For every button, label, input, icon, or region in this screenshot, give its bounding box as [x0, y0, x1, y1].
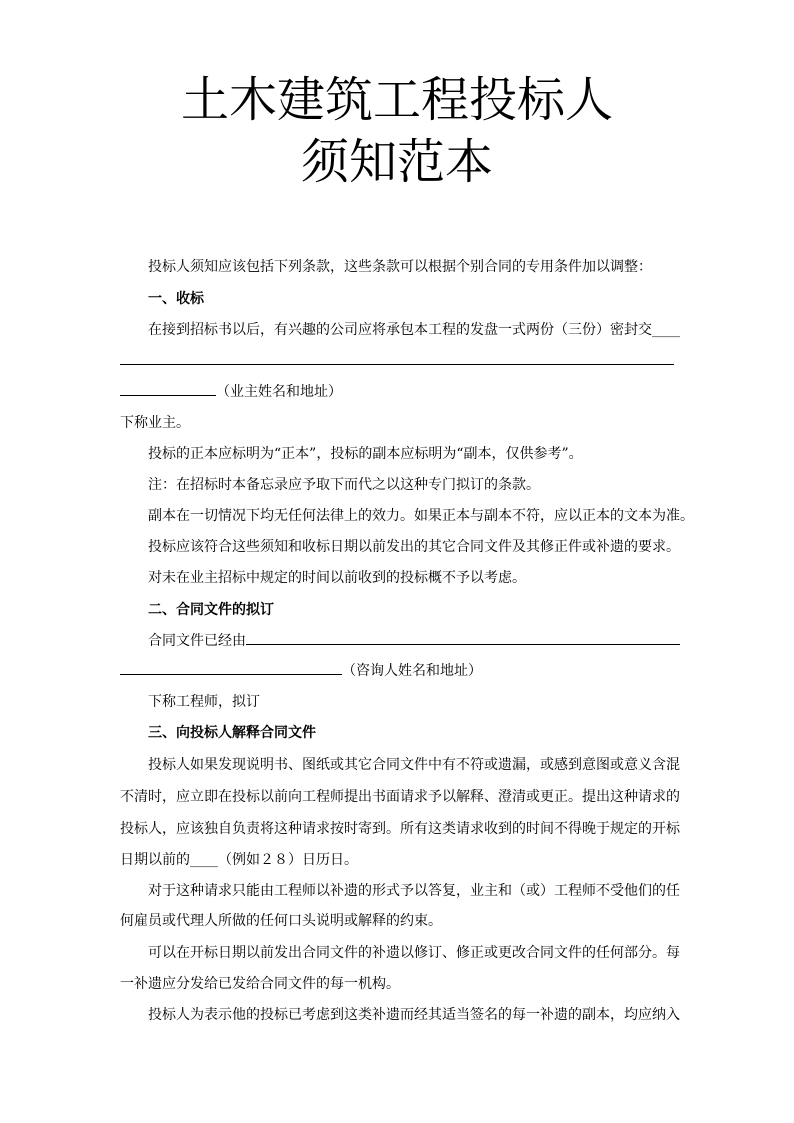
section-1-paragraph-1-cont: 下称业主。	[120, 415, 190, 431]
blank-underline	[120, 352, 674, 365]
section-1-paragraph-5: 投标应该符合这些须知和收标日期以前发出的其它合同文件及其修正件或补遗的要求。	[148, 539, 680, 555]
drafted-by-label: 合同文件已经由	[148, 633, 246, 649]
section-3-p2-line-2: 何雇员或代理人所做的任何口头说明或解释的约束。	[120, 913, 442, 929]
address-blank-line	[120, 352, 674, 370]
section-3-p1-line-1: 投标人如果发现说明书、图纸或其它合同文件中有不符或遗漏，或感到意图或意义含混	[148, 757, 680, 773]
section-1-paragraph-6: 对未在业主招标中规定的时间以前收到的投标概不予以考虑。	[148, 570, 526, 586]
owner-address-label: （业主姓名和地址）	[216, 384, 342, 400]
section-3-p2-line-1: 对于这种请求只能由工程师以补遗的形式予以答复，业主和（或）工程师不受他们的任	[148, 883, 680, 899]
document-title-line-2: 须知范本	[300, 134, 493, 190]
section-2-paragraph-2: 下称工程师，拟订	[148, 694, 260, 710]
section-2-paragraph-1	[148, 632, 680, 650]
intro-paragraph: 投标人须知应该包括下列条款，这些条款可以根据个别合同的专用条件加以调整：	[148, 259, 652, 275]
blank-underline	[120, 383, 216, 396]
section-1-note: 注：在招标时本备忘录应予取下而代之以这种专门拟订的条款。	[148, 477, 540, 493]
section-3-p1-line-2: 不清时，应立即在投标以前向工程师提出书面请求予以解释、澄清或更正。提出这种请求的	[120, 789, 680, 805]
section-1-paragraph-2: 投标的正本应标明为“正本”，投标的副本应标明为“副本，仅供参考”。	[148, 446, 583, 462]
owner-address-row	[120, 383, 342, 401]
section-2-heading: 二、合同文件的拟订	[148, 602, 274, 618]
section-1-paragraph-1: 在接到招标书以后，有兴趣的公司应将承包本工程的发盘一式两份（三份）密封交____	[148, 322, 680, 338]
section-3-p3-line-2: 一补遗应分发给已发给合同文件的每一机构。	[120, 976, 400, 992]
consultant-address-row	[120, 662, 482, 680]
section-3-heading: 三、向投标人解释合同文件	[148, 725, 316, 741]
section-3-p3-line-1: 可以在开标日期以前发出合同文件的补遗以修订、修正或更改合同文件的任何部分。每	[148, 945, 680, 961]
blank-underline	[246, 632, 680, 645]
section-3-p1-line-3: 投标人，应该独自负责将这种请求按时寄到。所有这类请求收到的时间不得晚于规定的开标	[120, 821, 680, 837]
section-3-p1-line-4: 日期以前的____（例如２８）日历日。	[120, 852, 358, 868]
section-3-p4-line-1: 投标人为表示他的投标已考虑到这类补遗而经其适当签名的每一补遗的副本，均应纳入	[148, 1007, 680, 1023]
document-title-line-1: 土木建筑工程投标人	[180, 72, 613, 128]
blank-underline	[120, 662, 342, 675]
section-1-paragraph-4: 副本在一切情况下均无任何法律上的效力。如果正本与副本不符，应以正本的文本为准。	[148, 508, 694, 524]
section-1-heading: 一、收标	[148, 291, 204, 307]
consultant-address-label: （咨询人姓名和地址）	[342, 663, 482, 679]
